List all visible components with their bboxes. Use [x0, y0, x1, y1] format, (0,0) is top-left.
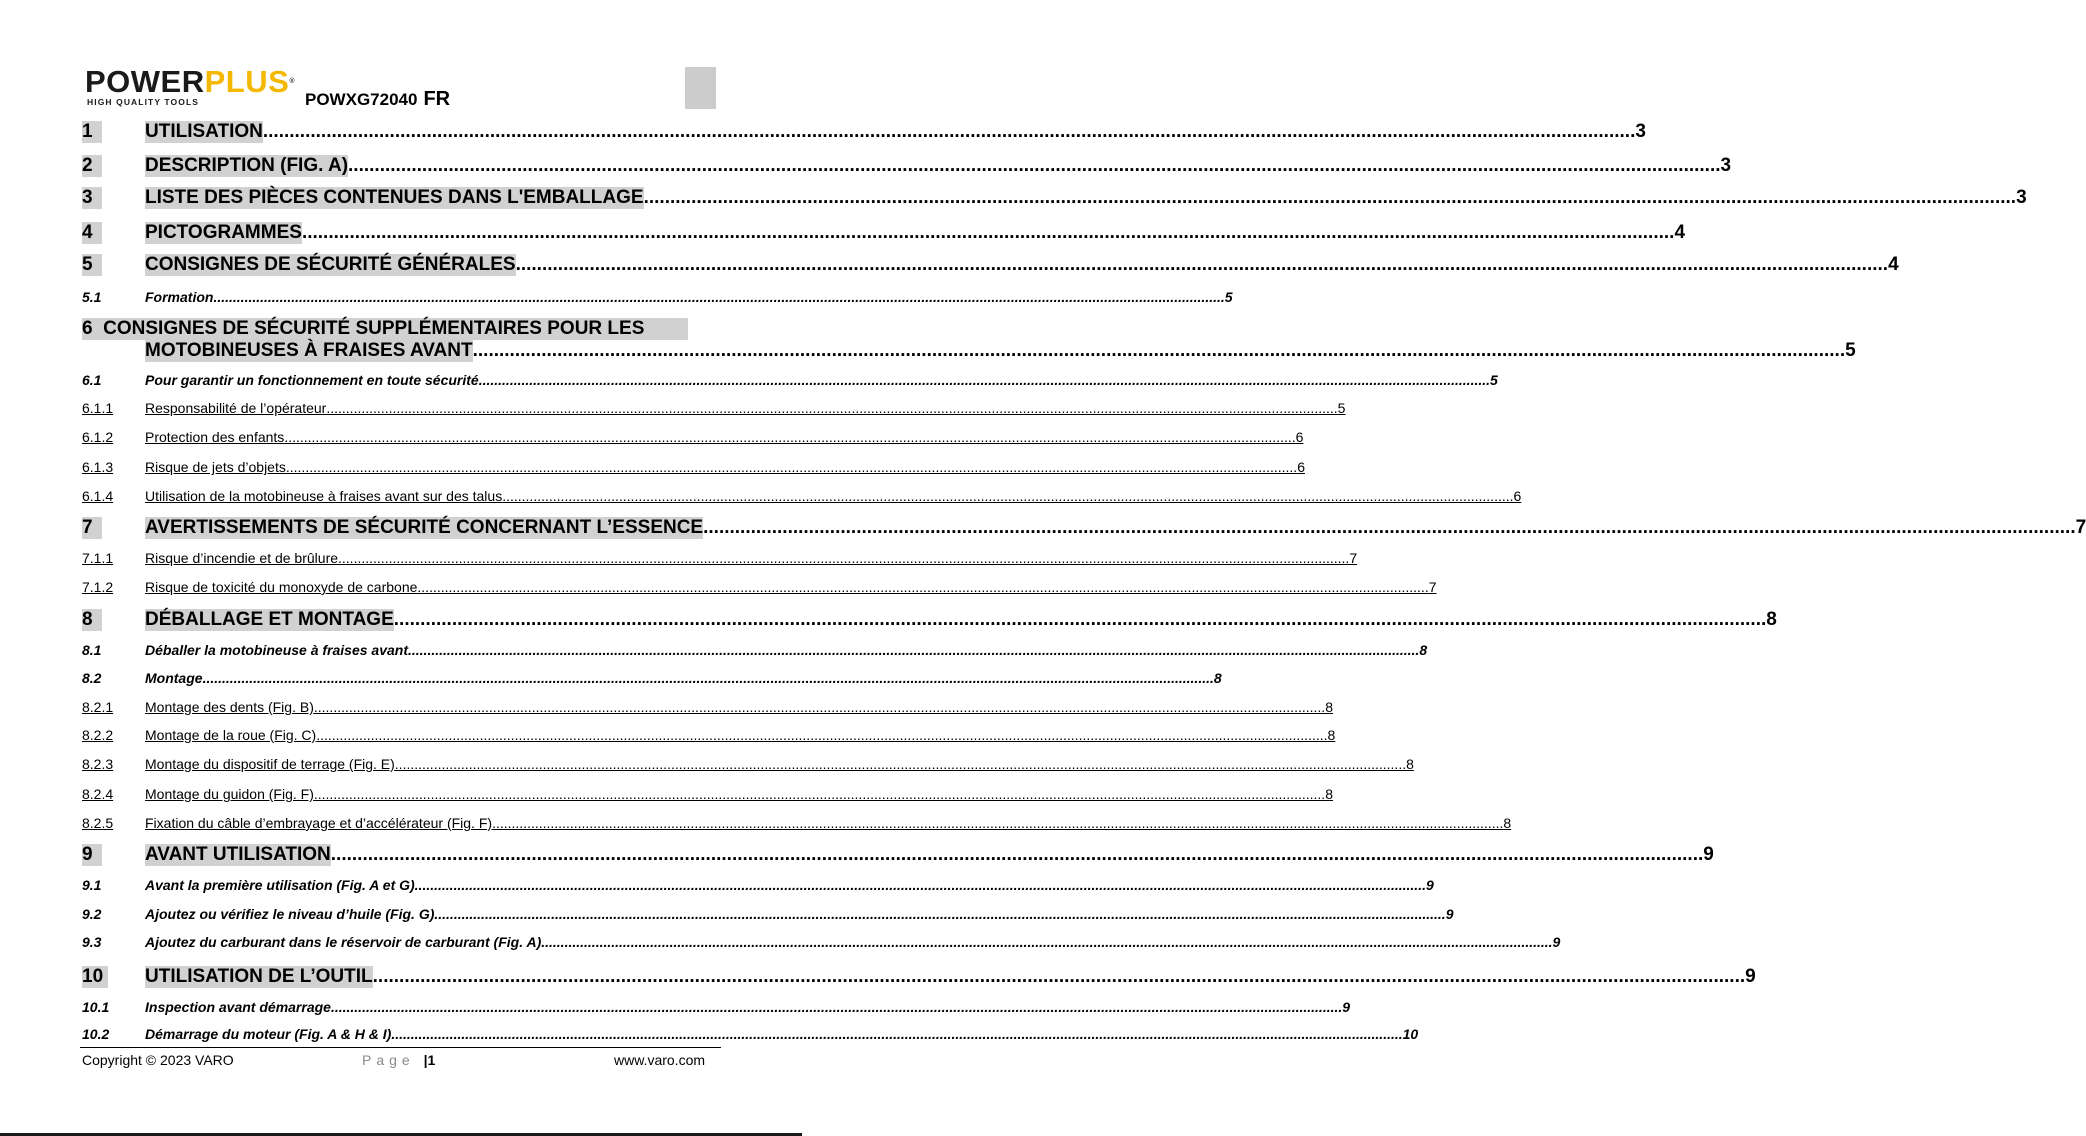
- toc-entry-title: Démarrage du moteur (Fig. A & H & I): [145, 1026, 392, 1042]
- language-code: FR: [423, 88, 451, 110]
- toc-entry-title: Montage du guidon (Fig. F): [145, 786, 314, 802]
- toc-entry-leader: ....................................................................................................................................................................................................................................................................: [338, 550, 1350, 566]
- toc-entry-title: Risque de jets d’objets: [145, 459, 286, 475]
- toc-entry[interactable]: [82, 517, 2086, 539]
- toc-entry-title: Inspection avant démarrage: [145, 999, 331, 1015]
- toc-entry-number: 3: [82, 187, 102, 209]
- toc-entry-number: 7: [82, 517, 102, 539]
- toc-entry-title: DESCRIPTION (FIG. A): [145, 155, 349, 176]
- toc-entry-leader: ....................................................................................................................................................................................................................................................................: [643, 187, 2017, 208]
- toc-entry-leader: ....................................................................................................................................................................................................................................................................: [478, 372, 1491, 388]
- toc-entry-number: 5: [82, 254, 102, 276]
- toc-entry-page: 9: [1745, 966, 1756, 987]
- corner-marker: [685, 67, 716, 109]
- toc-entry-title: MOTOBINEUSES À FRAISES AVANT: [145, 340, 473, 361]
- toc-entry-leader: ....................................................................................................................................................................................................................................................................: [394, 756, 1407, 772]
- toc-entry-number: 10.2: [82, 1026, 110, 1042]
- toc-entry[interactable]: [82, 934, 1561, 950]
- toc-entry-page: 5: [1224, 289, 1233, 305]
- toc-entry[interactable]: [82, 155, 1732, 177]
- toc-entry-page: 3: [2016, 187, 2027, 208]
- toc-entry-number: 1: [82, 121, 102, 143]
- toc-entry-leader: ....................................................................................................................................................................................................................................................................: [414, 877, 1426, 893]
- toc-entry-page: 10: [1402, 1026, 1419, 1042]
- toc-entry[interactable]: [82, 289, 1233, 305]
- toc-entry-leader: ....................................................................................................................................................................................................................................................................: [326, 400, 1338, 416]
- toc-entry[interactable]: [82, 670, 1222, 686]
- toc-entry-number: 6.1.3: [82, 459, 114, 475]
- toc-entry-leader: ....................................................................................................................................................................................................................................................................: [502, 488, 1514, 504]
- toc-entry-title: DÉBALLAGE ET MONTAGE: [145, 609, 394, 630]
- toc-entry-page: 8: [1325, 699, 1333, 715]
- toc-entry-page: 8: [1213, 670, 1222, 686]
- toc-entry-page: 7: [1349, 550, 1358, 566]
- toc-entry-page: 6: [1513, 488, 1522, 504]
- toc-entry-number: 10.1: [82, 999, 110, 1015]
- toc-entry[interactable]: [82, 966, 1756, 988]
- page-number: 1: [427, 1052, 436, 1068]
- toc-entry-title: Avant la première utilisation (Fig. A et G): [145, 877, 415, 893]
- toc-entry-page: 7: [1428, 579, 1437, 595]
- toc-entry[interactable]: [82, 756, 1414, 772]
- toc-entry-leader: ....................................................................................................................................................................................................................................................................: [393, 609, 1767, 630]
- toc-entry-number: 8.2.1: [82, 699, 114, 715]
- toc-entry-page: 9: [1425, 877, 1434, 893]
- toc-entry-number: 5.1: [82, 289, 102, 305]
- toc-entry-leader: ....................................................................................................................................................................................................................................................................: [313, 699, 1326, 715]
- toc-entry-leader: ....................................................................................................................................................................................................................................................................: [213, 289, 1225, 305]
- footer-website: www.varo.com: [614, 1052, 706, 1068]
- toc-entry-number: 8.2.5: [82, 815, 114, 831]
- toc-entry[interactable]: [82, 121, 1646, 143]
- toc-entry[interactable]: [82, 844, 1714, 866]
- toc-entry-page: 9: [1552, 934, 1561, 950]
- toc-entry[interactable]: [82, 400, 1346, 416]
- toc-entry-number: 8.2.3: [82, 756, 114, 772]
- toc-entry-number: 6.1.1: [82, 400, 114, 416]
- toc-entry-number: 7.1.2: [82, 579, 114, 595]
- toc-entry-title: Formation: [145, 289, 214, 305]
- toc-entry-number: 8.2: [82, 670, 102, 686]
- footer-copyright: Copyright © 2023 VARO: [82, 1052, 234, 1068]
- toc-entry-number: 9.2: [82, 906, 102, 922]
- toc-entry-number: 9.3: [82, 934, 102, 950]
- toc-entry-number: 10: [82, 966, 108, 988]
- toc-entry-page: 5: [1337, 400, 1346, 416]
- toc-entry-title: Ajoutez du carburant dans le réservoir de carburant (Fig. A): [145, 934, 542, 950]
- toc-entry-page: 5: [1490, 372, 1498, 388]
- toc-entry[interactable]: [82, 372, 1498, 388]
- toc-entry-title: AVANT UTILISATION: [145, 844, 331, 865]
- toc-entry[interactable]: [82, 222, 1686, 244]
- toc-entry-leader: ....................................................................................................................................................................................................................................................................: [313, 786, 1326, 802]
- toc-entry[interactable]: [82, 877, 1434, 893]
- footer-rule: [80, 1047, 721, 1048]
- toc-entry-page: 8: [1419, 642, 1428, 658]
- toc-entry-leader: ....................................................................................................................................................................................................................................................................: [541, 934, 1553, 950]
- toc-entry[interactable]: [82, 642, 1428, 658]
- toc-entry[interactable]: [82, 906, 1454, 922]
- toc-entry-page: 9: [1703, 844, 1714, 865]
- toc-entry-title: Protection des enfants: [145, 429, 285, 445]
- toc-entry-leader: ....................................................................................................................................................................................................................................................................: [301, 222, 1675, 243]
- toc-entry-page: 3: [1720, 155, 1732, 176]
- toc-entry-page: 6: [1297, 459, 1305, 475]
- toc-entry-number: 6.1: [82, 372, 102, 388]
- toc-entry-title: Montage de la roue (Fig. C): [145, 727, 317, 743]
- toc-entry[interactable]: [82, 187, 2027, 209]
- toc-entry-page: 8: [1766, 609, 1777, 630]
- toc-entry[interactable]: [82, 786, 1333, 802]
- toc-entry-number: 9.1: [82, 877, 102, 893]
- toc-section-6-line1[interactable]: 6 CONSIGNES DE SÉCURITÉ SUPPLÉMENTAIRES POUR LES: [82, 318, 688, 340]
- footer-page-indicator: Page |1: [362, 1052, 436, 1068]
- toc-entry-title: PICTOGRAMMES: [145, 222, 302, 243]
- toc-entry-page: 6: [1295, 429, 1304, 445]
- toc-entry-page: 8: [1503, 815, 1512, 831]
- logo-wordmark: POWERPLUS®: [85, 64, 295, 99]
- toc-entry-title: Ajoutez ou vérifiez le niveau d’huile (Fig. G): [145, 906, 435, 922]
- toc-entry-title: CONSIGNES DE SÉCURITÉ GÉNÉRALES: [145, 254, 516, 275]
- toc-entry-leader: ....................................................................................................................................................................................................................................................................: [472, 340, 1846, 361]
- toc-entry-leader: ....................................................................................................................................................................................................................................................................: [515, 254, 1889, 275]
- toc-entry-page: 4: [1674, 222, 1686, 243]
- toc-entry-leader: ....................................................................................................................................................................................................................................................................: [285, 459, 1298, 475]
- toc-entry[interactable]: [82, 340, 1856, 362]
- toc-entry-number: 8.1: [82, 642, 102, 658]
- toc-entry-leader: ....................................................................................................................................................................................................................................................................: [372, 966, 1746, 987]
- toc-entry-leader: ....................................................................................................................................................................................................................................................................: [348, 155, 1721, 176]
- toc-entry-title: Déballer la motobineuse à fraises avant: [145, 642, 408, 658]
- model-number: POWXG72040: [305, 90, 418, 109]
- toc-entry-title: LISTE DES PIÈCES CONTENUES DANS L'EMBALLAGE: [145, 187, 644, 208]
- toc-entry[interactable]: [82, 999, 1351, 1015]
- toc-entry-leader: ....................................................................................................................................................................................................................................................................: [417, 579, 1429, 595]
- toc-entry-number: 8: [82, 609, 102, 631]
- toc-entry-number: 4: [82, 222, 102, 244]
- toc-entry-title: Fixation du câble d’embrayage et d’accélérateur (Fig. F): [145, 815, 493, 831]
- toc-entry[interactable]: [82, 1026, 1419, 1042]
- toc-entry-page: 8: [1325, 786, 1333, 802]
- toc-entry-leader: ....................................................................................................................................................................................................................................................................: [391, 1026, 1403, 1042]
- toc-entry-page: 7: [2075, 517, 2086, 538]
- toc-entry[interactable]: [82, 815, 1512, 831]
- toc-entry-leader: ....................................................................................................................................................................................................................................................................: [202, 670, 1214, 686]
- toc-entry-number: 6.1.2: [82, 429, 114, 445]
- toc-entry-number: 6.1.4: [82, 488, 114, 504]
- toc-entry-title: Montage: [145, 670, 203, 686]
- toc-entry[interactable]: [82, 488, 1522, 504]
- toc-entry-leader: ....................................................................................................................................................................................................................................................................: [434, 906, 1446, 922]
- toc-entry-leader: ....................................................................................................................................................................................................................................................................: [408, 642, 1420, 658]
- toc-entry-page: 5: [1845, 340, 1856, 361]
- toc-entry[interactable]: [82, 609, 1777, 631]
- toc-entry-title: Utilisation de la motobineuse à fraises avant sur des talus: [145, 488, 503, 504]
- powerplus-logo: [85, 66, 295, 106]
- toc-entry-number: 8.2.2: [82, 727, 114, 743]
- toc-entry[interactable]: [82, 459, 1305, 475]
- toc-entry-number: 8.2.4: [82, 786, 114, 802]
- toc-entry[interactable]: [82, 727, 1336, 743]
- toc-entry[interactable]: [82, 550, 1358, 566]
- toc-entry-leader: ....................................................................................................................................................................................................................................................................: [703, 517, 2076, 538]
- toc-entry-title: Risque d’incendie et de brûlure: [145, 550, 339, 566]
- toc-entry-title: Montage des dents (Fig. B): [145, 699, 314, 715]
- toc-entry-leader: ....................................................................................................................................................................................................................................................................: [284, 429, 1296, 445]
- toc-entry[interactable]: [82, 429, 1304, 445]
- toc-entry-leader: ....................................................................................................................................................................................................................................................................: [330, 844, 1704, 865]
- toc-entry-page: 8: [1327, 727, 1336, 743]
- toc-entry-leader: ....................................................................................................................................................................................................................................................................: [262, 121, 1636, 142]
- model-header: [305, 88, 450, 111]
- toc-entry-number: 7.1.1: [82, 550, 114, 566]
- toc-entry-title: AVERTISSEMENTS DE SÉCURITÉ CONCERNANT L’ESSENCE: [145, 517, 704, 538]
- toc-entry-page: 9: [1445, 906, 1454, 922]
- toc-entry-leader: ....................................................................................................................................................................................................................................................................: [330, 999, 1343, 1015]
- toc-entry[interactable]: [82, 579, 1437, 595]
- toc-entry-page: 9: [1342, 999, 1351, 1015]
- toc-entry[interactable]: [82, 699, 1333, 715]
- logo-tagline: HIGH QUALITY TOOLS: [87, 97, 200, 107]
- toc-entry-title: Pour garantir un fonctionnement en toute sécurité: [145, 372, 479, 388]
- toc-entry-leader: ....................................................................................................................................................................................................................................................................: [492, 815, 1504, 831]
- toc-entry-leader: ....................................................................................................................................................................................................................................................................: [316, 727, 1328, 743]
- toc-entry-title: Montage du dispositif de terrage (Fig. E): [145, 756, 395, 772]
- toc-entry-title: UTILISATION: [145, 121, 263, 142]
- toc-entry-number: 2: [82, 155, 102, 177]
- toc-entry-page: 3: [1635, 121, 1646, 142]
- toc-entry-title: UTILISATION DE L’OUTIL: [145, 966, 373, 987]
- toc-entry-page: 4: [1888, 254, 1899, 275]
- toc-entry-number: 9: [82, 844, 102, 866]
- toc-entry-title: Risque de toxicité du monoxyde de carbone: [145, 579, 418, 595]
- toc-entry-page: 8: [1406, 756, 1414, 772]
- toc-entry[interactable]: [82, 254, 1899, 276]
- toc-entry-title: Responsabilité de l’opérateur: [145, 400, 327, 416]
